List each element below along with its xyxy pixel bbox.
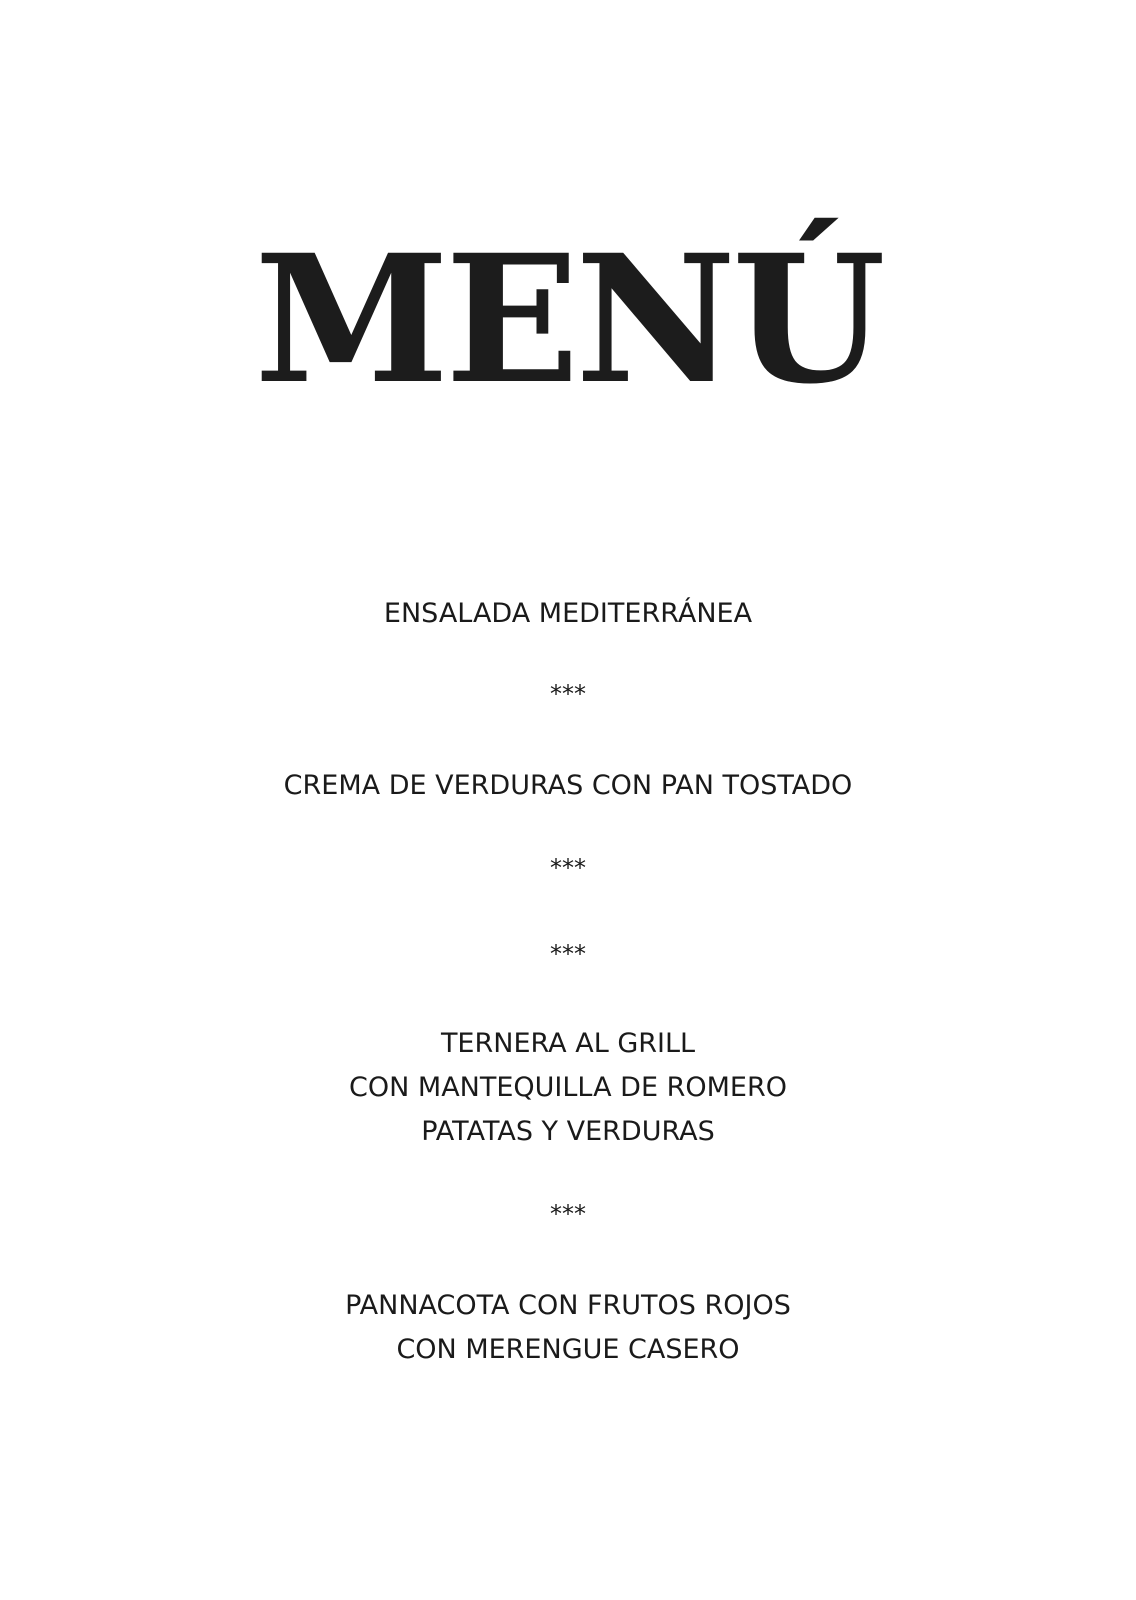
- course-3-line-3: PATATAS Y VERDURAS: [421, 1116, 715, 1147]
- course-1: ENSALADA MEDITERRÁNEA: [383, 598, 753, 629]
- separator-1: ***: [550, 680, 586, 708]
- separator-3: ***: [550, 940, 586, 968]
- course-4-line-2: CON MERENGUE CASERO: [396, 1334, 740, 1365]
- course-2: CREMA DE VERDURAS CON PAN TOSTADO: [283, 770, 853, 801]
- separator-2: ***: [550, 854, 586, 882]
- course-4-line-1: PANNACOTA CON FRUTOS ROJOS: [345, 1290, 791, 1321]
- separator-4: ***: [550, 1200, 586, 1228]
- menu-title: MENÚ: [254, 216, 882, 423]
- course-3-line-2: CON MANTEQUILLA DE ROMERO: [349, 1072, 787, 1103]
- course-3-line-1: TERNERA AL GRILL: [440, 1028, 696, 1059]
